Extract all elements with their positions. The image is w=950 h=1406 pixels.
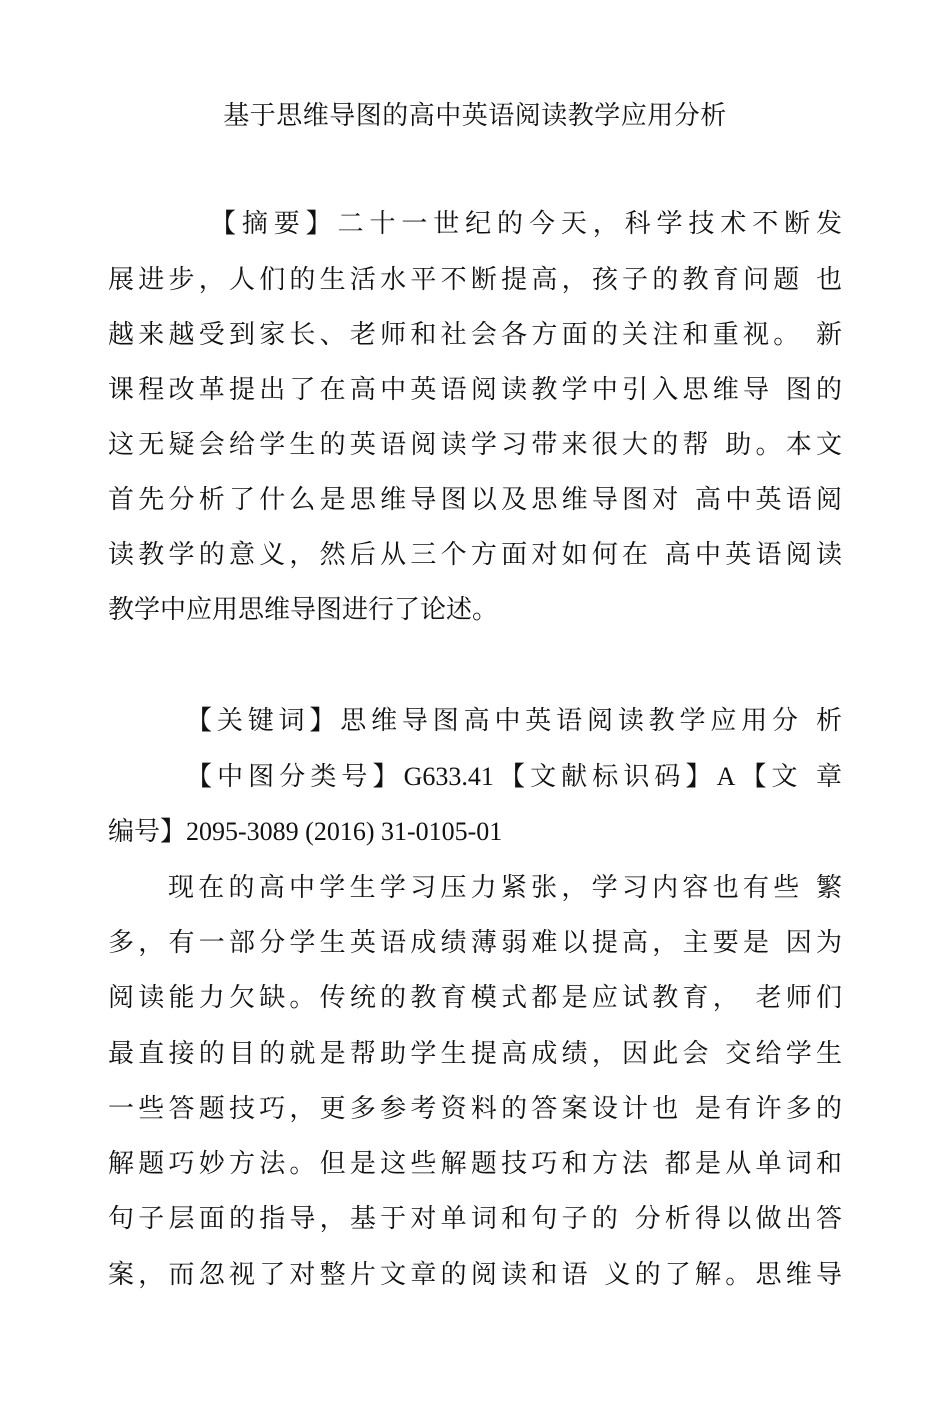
document-code-label: 【文献标识码】 — [493, 762, 717, 792]
article-number: 2095-3089 (2016) 31-0105-01 — [186, 817, 503, 846]
body-line: 最直接的目的就是帮助学生提高成绩，因此会 交给学生 — [108, 1039, 842, 1069]
classification-line — [186, 757, 842, 797]
body-line: 句子层面的指导，基于对单词和句子的 分析得以做出答 — [108, 1204, 842, 1234]
classification-code: G633.41 — [403, 762, 494, 791]
document-code: A — [716, 762, 736, 791]
document-title: 基于思维导图的高中英语阅读教学应用分析 — [223, 101, 727, 131]
body-line: 阅读能力欠缺。传统的教育模式都是应试教育， 老师们 — [108, 983, 842, 1013]
classification-line — [108, 812, 842, 852]
abstract-line: 展进步，人们的生活水平不断提高，孩子的教育问题 也 — [108, 265, 842, 295]
abstract-line: 首先分析了什么是思维导图以及思维导图对 高中英语阅 — [108, 485, 842, 515]
body-line: 多，有一部分学生英语成绩薄弱难以提高，主要是 因为 — [108, 928, 842, 958]
classification-label: 【中图分类号】 — [186, 762, 404, 792]
body-line: 现在的高中学生学习压力紧张，学习内容也有些 繁 — [168, 873, 842, 903]
body-line: 案，而忽视了对整片文章的阅读和语 义的了解。思维导 — [108, 1260, 842, 1290]
abstract-line: 【摘要】二十一世纪的今天，科学技术不断发 — [210, 209, 842, 239]
abstract-line: 这无疑会给学生的英语阅读学习带来很大的帮 助。本文 — [108, 430, 842, 460]
abstract-line: 课程改革提出了在高中英语阅读教学中引入思维导 图的 — [108, 375, 842, 405]
keywords-line: 【关键词】思维导图高中英语阅读教学应用分 析 — [186, 706, 842, 736]
abstract-line: 读教学的意义，然后从三个方面对如何在 高中英语阅读 — [108, 540, 842, 570]
body-line: 一些答题技巧，更多参考资料的答案设计也 是有许多的 — [108, 1094, 842, 1124]
article-number-label: 【文 章 — [735, 762, 842, 792]
abstract-line: 教学中应用思维导图进行了论述。 — [108, 595, 499, 625]
body-line: 解题巧妙方法。但是这些解题技巧和方法 都是从单词和 — [108, 1149, 842, 1179]
article-number-label-cont: 编号】 — [108, 817, 187, 847]
abstract-line: 越来越受到家长、老师和社会各方面的关注和重视。 新 — [108, 320, 842, 350]
